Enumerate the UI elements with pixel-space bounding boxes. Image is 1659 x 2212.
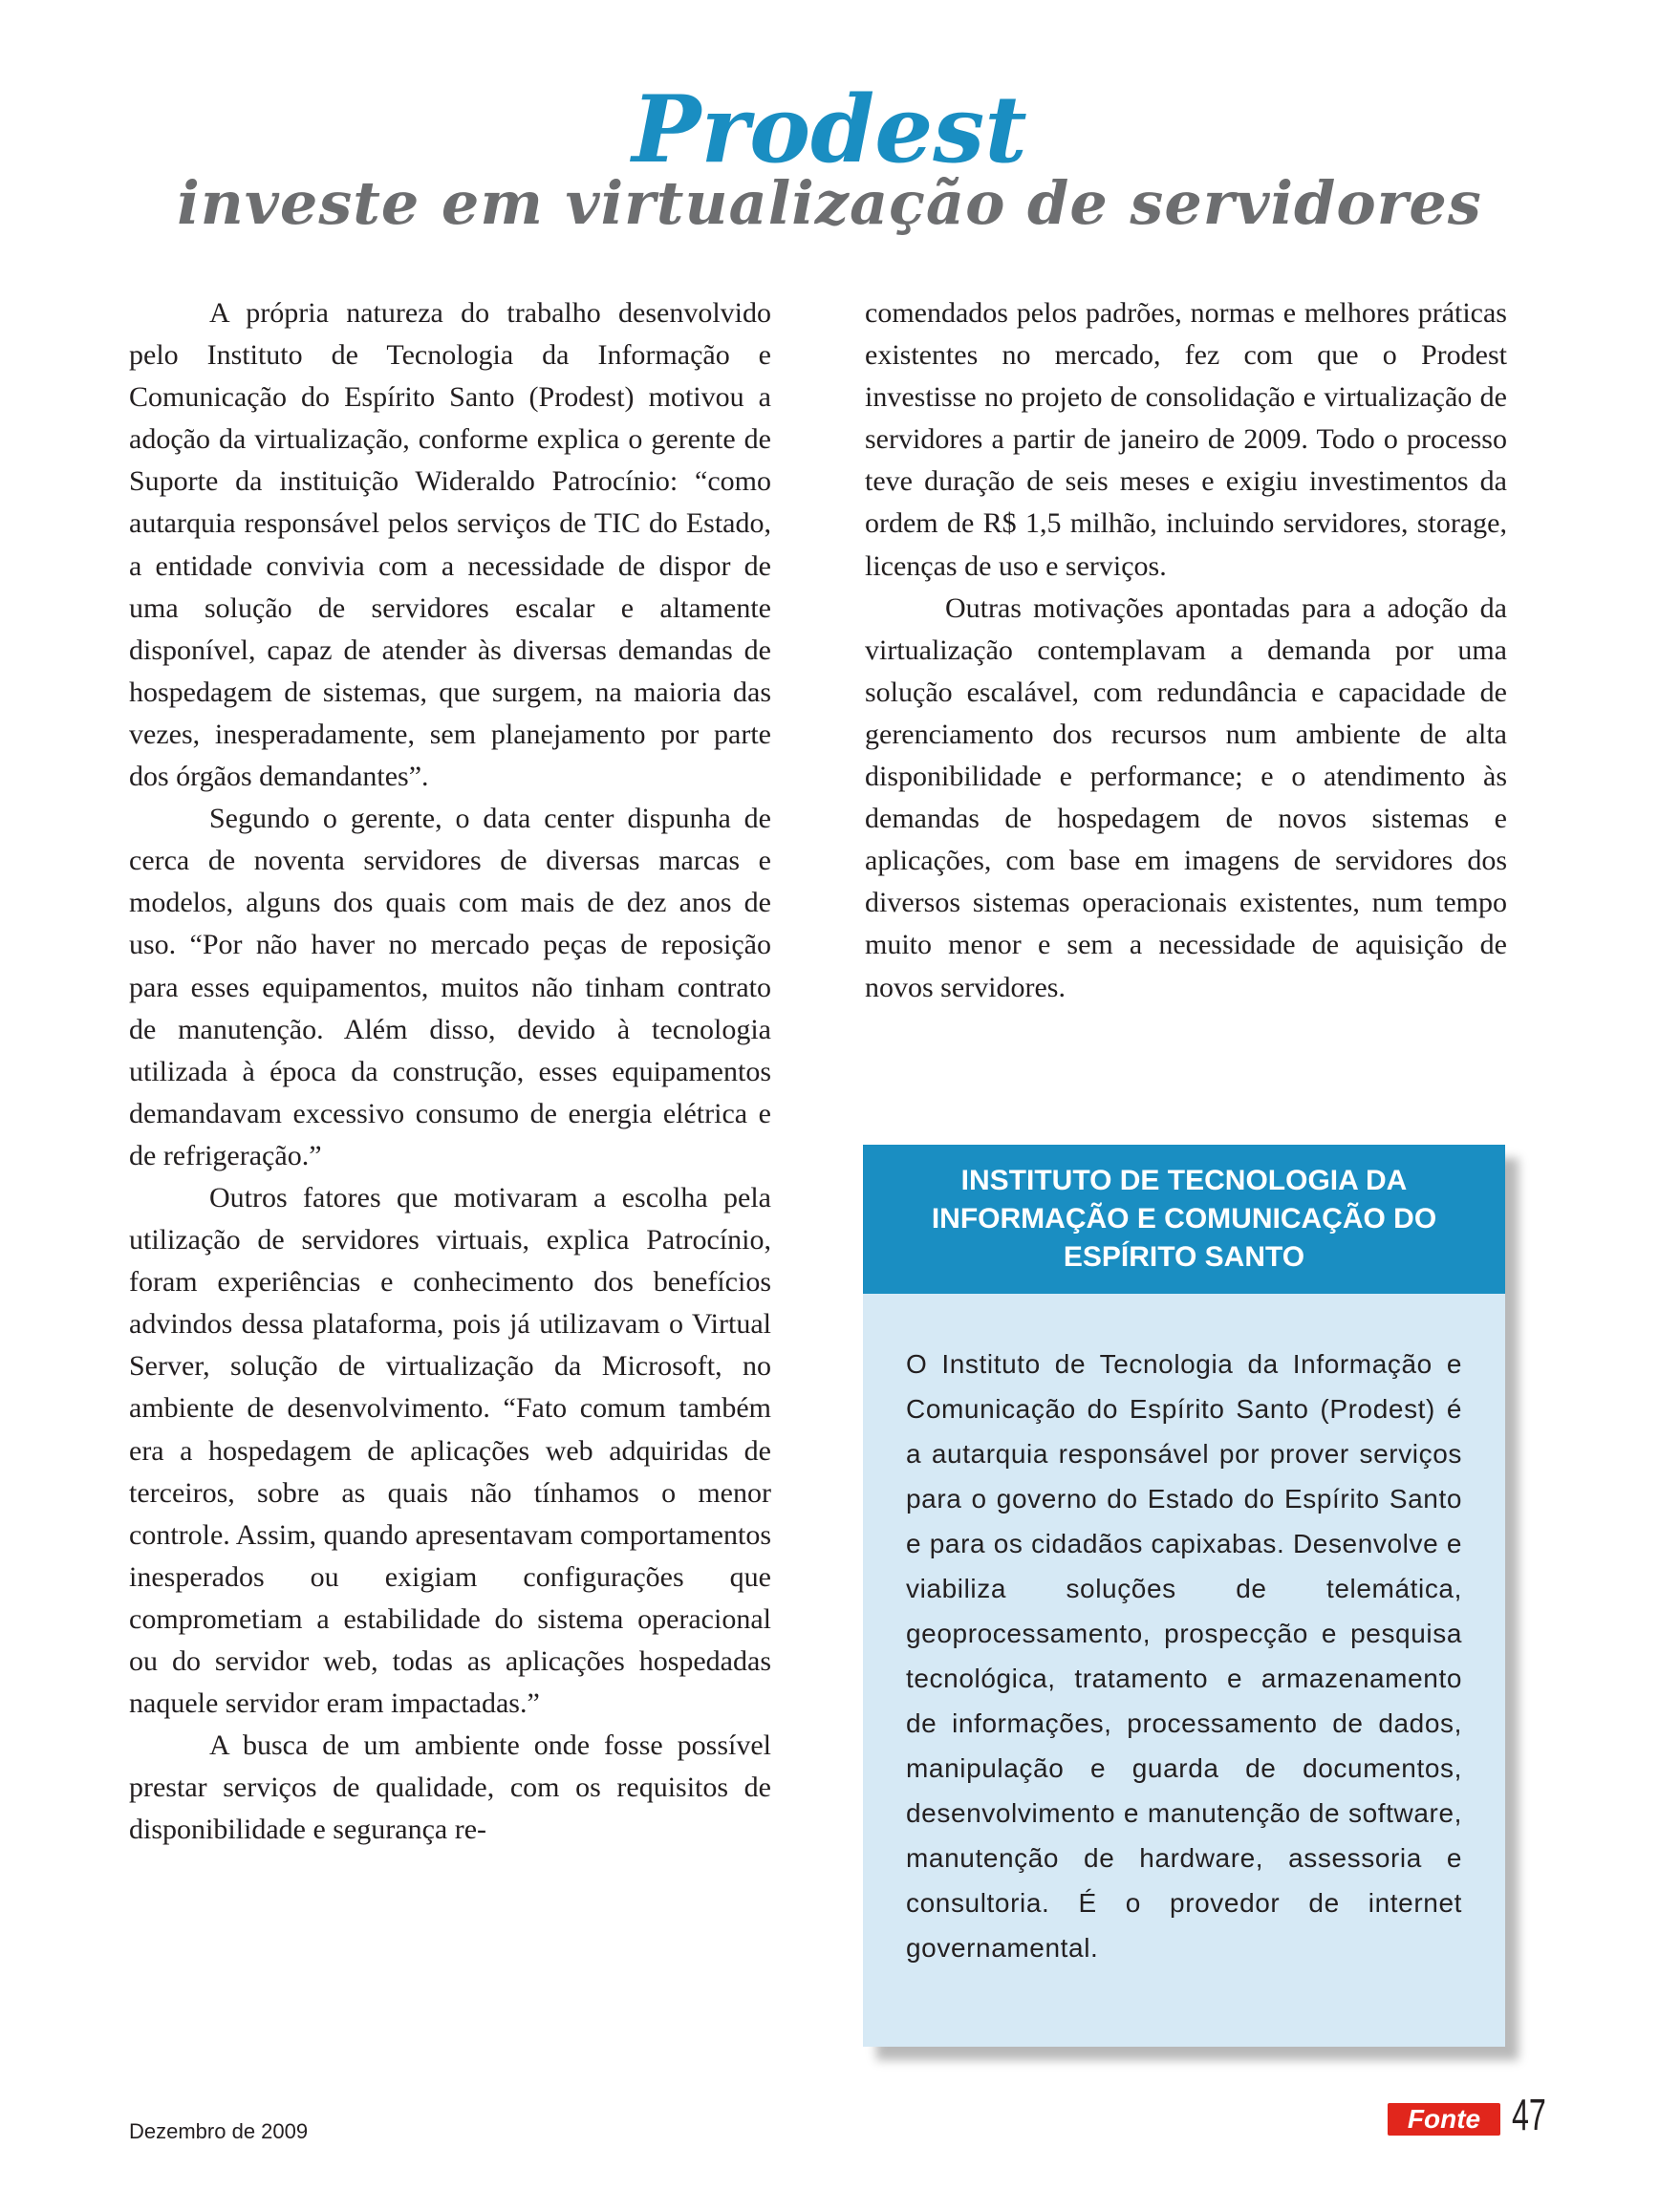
article-title: Prodest [632,75,1027,183]
footer-date: Dezembro de 2009 [129,2119,309,2143]
paragraph: Outras motivações apontadas para a adoção da virtualização contemplavam a demanda por uma solução escalável, com redundância e capacidade de gerenciamento dos recursos num ambiente de alta disponibilidade e performance; e o atendimento às demandas de hospedagem de novos sistemas e aplicações, com base em imagens de servidores dos diversos sistemas operacionais existentes, num tempo muito menor e sem a necessidade de aquisição de novos servidores. [865,591,1507,1003]
sidebar-heading: INSTITUTO DE TECNOLOGIA DA INFORMAÇÃO E COMUNICAÇÃO DO ESPÍRITO SANTO [863,1145,1505,1294]
paragraph: Outros fatores que motivaram a escolha pela utilização de servidores virtuais, explica Patrocínio, foram experiências e conhecimento dos benefícios advindos dessa plataforma, pois já utilizavam o Virtual Server, solução de virtualização da Microsoft, no ambiente de desenvolvimento. “Fato comum também era a hospedagem de aplicações web adquiridas de terceiros, sobre as quais não tínhamos o menor controle. Assim, quando apresentavam comportamentos inesperados ou exigiam configurações que comprometiam a estabilidade do sistema operacional ou do servidor web, todas as aplicações hospedadas naquele servidor eram impactadas.” [129,1181,771,1720]
page-number: 47 [1512,2090,1546,2139]
sidebar-body: O Instituto de Tecnologia da Informação e Comunicação do Espírito Santo (Prodest) é a autarquia responsável por prover serviços para o governo do Estado do Espírito Santo e para os cidadãos capixabas. Desenvolve e viabiliza soluções de telemática, geoprocessamento, prospecção e pesquisa tecnológica, tratamento e armazenamento de informações, processamento de dados, manipulação e guarda de documentos, desenvolvimento e manutenção de software, manutenção de hardware, assessoria e consultoria. É o provedor de internet governamental. [863,1294,1505,2047]
article-subtitle: investe em virtualização de servidores [177,168,1482,238]
article-column-right [865,292,1507,1009]
magazine-logo: Fonte [1388,2103,1500,2136]
paragraph: Segundo o gerente, o data center dispunha de cerca de noventa servidores de diversas marcas e modelos, alguns dos quais com mais de dez anos de uso. “Por não haver no mercado peças de reposição para esses equipamentos, muitos não tinham contrato de manutenção. Além disso, devido à tecnologia utilizada à época da construção, esses equipamentos demandavam excessivo consumo de energia elétrica e de refrigeração.” [129,803,771,1171]
paragraph: A própria natureza do trabalho desenvolvido pelo Instituto de Tecnologia da Informação e Comunicação do Espírito Santo (Prodest) motivou a adoção da virtualização, conforme explica o gerente de Suporte da instituição Wideraldo Patrocínio: “como autarquia responsável pelos serviços de TIC do Estado, a entidade convivia com a necessidade de dispor de uma solução de servidores escalar e altamente disponível, capaz de atender às diversas demandas de hospedagem de sistemas, que surgem, na maioria das vezes, inesperadamente, sem planejamento por parte dos órgãos demandantes”. [129,297,771,793]
sidebar-box [863,1145,1505,2047]
article-column-left [129,292,771,1851]
paragraph: comendados pelos padrões, normas e melhores práticas existentes no mercado, fez com que o Prodest investisse no projeto de consolidação e virtualização de servidores a partir de janeiro de 2009. Todo o processo teve duração de seis meses e exigiu investimentos da ordem de R$ 1,5 milhão, incluindo servidores, storage, licenças de uso e serviços. [865,297,1507,582]
paragraph: A busca de um ambiente onde fosse possível prestar serviços de qualidade, com os requisitos de disponibilidade e segurança re- [129,1729,771,1846]
